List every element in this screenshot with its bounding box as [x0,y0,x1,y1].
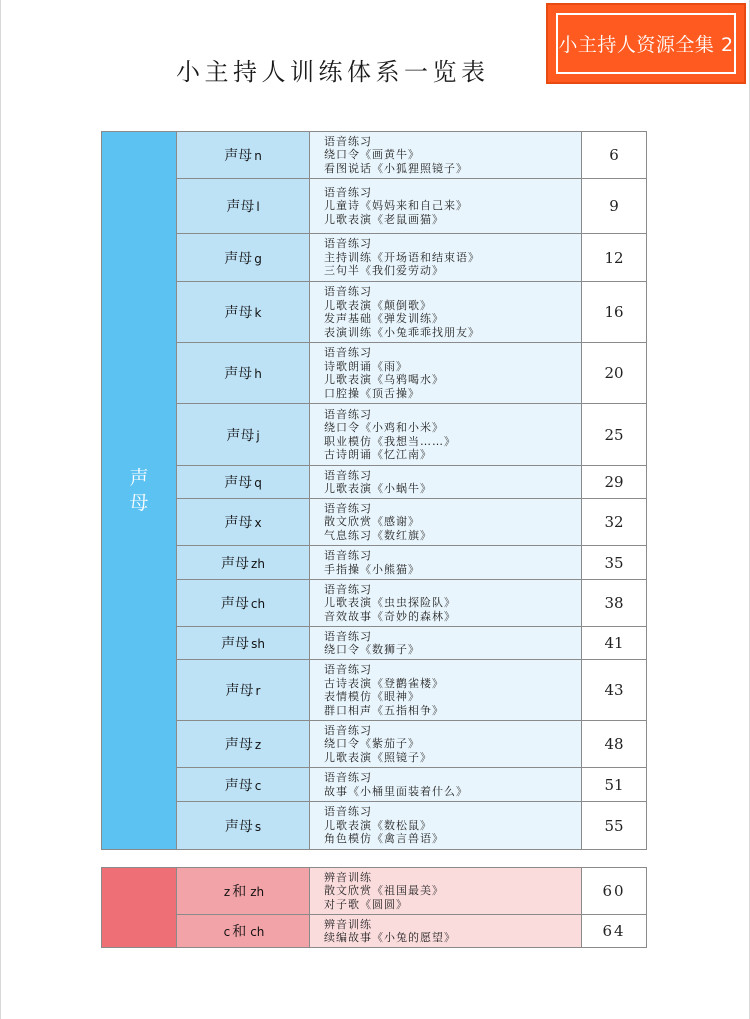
table-row [102,282,647,343]
content-line: 语音练习 [324,185,372,199]
lesson-pinyin: g [254,251,262,266]
lesson-pinyin: z [254,738,262,752]
pair-name-cell [177,915,310,948]
content-line: 儿歌表演《数松鼠》 [324,818,432,832]
content-line: 气息练习《数红旗》 [324,528,432,542]
table-row [102,466,647,499]
lesson-pinyin: k [254,306,262,320]
lesson-content-cell [310,234,582,282]
content-line: 辨音训练 [324,870,372,884]
content-line: 语音练习 [324,237,372,251]
lesson-name: 声母 [224,148,253,164]
content-line: 发声基础《弹发训练》 [324,312,444,325]
page-number: 60 [582,868,647,915]
table-row [102,868,647,915]
pairs-table [101,867,647,948]
table-row [102,234,647,282]
lesson-name-cell [177,802,310,850]
lesson-content-cell [310,546,582,580]
lesson-name-cell [177,660,310,721]
lesson-name-cell [177,499,310,546]
content-line: 诗歌朗诵《雨》 [324,359,408,373]
content-line: 语音练习 [324,723,372,737]
table-row [102,580,647,627]
lesson-content-cell [310,721,582,768]
lesson-pinyin: h [254,367,262,381]
pair-connector: 和 [232,924,247,940]
table-row [102,179,647,234]
lesson-name: 声母 [226,199,255,215]
content-line: 语音练习 [324,549,372,562]
content-line: 角色模仿《禽言兽语》 [324,832,444,846]
lesson-content-cell [310,915,582,948]
lesson-pinyin: sh [251,637,265,651]
lesson-name-cell [177,580,310,627]
content-line: 口腔操《顶舌操》 [324,386,420,400]
content-line: 语音练习 [324,629,372,643]
page-number: 6 [582,132,647,179]
content-line: 语音练习 [324,582,372,596]
content-line: 语音练习 [324,501,372,515]
lesson-content-cell [310,768,582,802]
content-line: 语音练习 [324,468,372,482]
lesson-name-cell [177,282,310,343]
content-line: 绕口令《紫茄子》 [324,737,420,751]
badge-frame [556,13,736,74]
lesson-content-cell [310,660,582,721]
content-line: 散文欣赏《感谢》 [324,515,420,529]
lesson-name-cell [177,234,310,282]
lesson-pinyin: l [256,200,260,214]
page-number: 12 [582,234,647,282]
lesson-name: 声母 [221,555,250,572]
lesson-content-cell [310,282,582,343]
content-line: 群口相声《五指相争》 [324,703,444,717]
content-line: 表演训练《小兔乖乖找朋友》 [324,325,480,339]
content-line: 儿童诗《妈妈来和自己来》 [324,199,468,213]
content-line: 职业模仿《我想当……》 [324,434,456,448]
badge-label: 小主持人资源全集 2 [558,34,734,56]
lesson-content-cell [310,466,582,499]
page-number: 51 [582,768,647,802]
content-line: 看图说话《小狐狸照镜子》 [324,161,468,175]
content-line: 语音练习 [324,407,372,421]
pinyin-a: z [223,885,231,899]
pinyin-b: ch [250,925,265,939]
lesson-name: 声母 [224,737,253,753]
initials-table [101,131,647,850]
content-line: 语音练习 [324,771,372,784]
table-row [102,768,647,802]
table-row [102,802,647,850]
content-line: 绕口令《画黄牛》 [324,148,420,162]
lesson-name: 声母 [220,596,249,612]
content-line: 语音练习 [324,663,372,676]
content-line: 语音练习 [324,134,372,148]
content-line: 儿歌表演《虫虫探险队》 [324,596,456,610]
content-line: 儿歌表演《颠倒歌》 [324,298,432,312]
content-line: 音效故事《奇妙的森林》 [324,609,456,623]
content-line: 语音练习 [324,346,372,359]
content-line: 儿歌表演《乌鸦喝水》 [324,373,444,386]
page-number: 64 [582,915,647,948]
table-row [102,627,647,660]
lesson-name-cell [177,546,310,580]
lesson-name-cell [177,721,310,768]
content-line: 表情模仿《眼神》 [324,690,420,703]
content-line: 对子歌《圆圆》 [324,897,408,911]
table-row [102,721,647,768]
lesson-pinyin: c [254,778,262,793]
pair-connector: 和 [232,884,247,900]
page-number: 38 [582,580,647,627]
lesson-name-cell [177,466,310,499]
category-cell [102,132,177,850]
lesson-content-cell [310,499,582,546]
table-row [102,546,647,580]
lesson-name-cell [177,132,310,179]
content-line: 绕口令《数狮子》 [324,643,420,656]
pinyin-a: c [223,925,231,939]
table-row [102,499,647,546]
lesson-content-cell [310,627,582,660]
content-line: 绕口令《小鸡和小米》 [324,421,444,434]
pair-name-cell [177,868,310,915]
pinyin-b: zh [250,885,265,899]
lesson-name-cell [177,627,310,660]
lesson-pinyin: r [255,684,261,698]
lesson-name: 声母 [224,475,253,491]
content-line: 辨音训练 [324,917,372,931]
content-line: 散文欣赏《祖国最美》 [324,884,444,898]
page-number: 9 [582,179,647,234]
table-row [102,404,647,466]
lesson-pinyin: s [254,819,262,834]
lesson-name-cell [177,179,310,234]
lesson-pinyin: x [254,516,262,530]
page-number: 16 [582,282,647,343]
lesson-name: 声母 [221,636,250,652]
lesson-content-cell [310,802,582,850]
lesson-pinyin: zh [251,556,265,571]
content-line: 手指操《小熊猫》 [324,562,420,576]
content-line: 续编故事《小兔的愿望》 [324,931,456,944]
content-line: 主持训练《开场语和结束语》 [324,250,480,264]
lesson-name-cell [177,404,310,466]
lesson-name: 声母 [226,427,255,444]
table-row [102,915,647,948]
page-number: 55 [582,802,647,850]
lesson-name: 声母 [225,683,254,699]
lesson-content-cell [310,404,582,466]
page-number: 41 [582,627,647,660]
lesson-name-cell [177,768,310,802]
content-line: 故事《小桶里面装着什么》 [324,784,468,798]
lesson-content-cell [310,179,582,234]
content-line: 儿歌表演《照镜子》 [324,750,432,764]
page-number: 32 [582,499,647,546]
lesson-name: 声母 [224,818,253,835]
table-row [102,132,647,179]
table-row [102,343,647,404]
page-number: 20 [582,343,647,404]
lesson-pinyin: n [254,149,262,163]
lesson-pinyin: q [254,476,262,490]
lesson-name: 声母 [224,515,253,531]
page-number: 43 [582,660,647,721]
lesson-content-cell [310,580,582,627]
lesson-name: 声母 [224,250,253,267]
lesson-content-cell [310,868,582,915]
collection-badge [546,3,746,84]
page-number: 25 [582,404,647,466]
lesson-name-cell [177,343,310,404]
content-line: 语音练习 [324,805,372,819]
page-number: 35 [582,546,647,580]
content-line: 语音练习 [324,285,372,298]
category-label: 声母 [129,466,149,514]
lesson-pinyin: ch [250,597,266,611]
lesson-content-cell [310,343,582,404]
table-row [102,660,647,721]
lesson-pinyin: j [256,428,260,443]
page-number: 29 [582,466,647,499]
lesson-name: 声母 [224,777,253,794]
content-line: 古诗朗诵《忆江南》 [324,448,432,461]
content-line: 儿歌表演《小蜗牛》 [324,482,432,495]
page-title: 小主持人训练体系一览表 [176,58,490,86]
content-line: 三句半《我们爱劳动》 [324,264,444,278]
lesson-name: 声母 [224,305,253,321]
lesson-content-cell [310,132,582,179]
lesson-name: 声母 [224,366,253,382]
content-line: 古诗表演《登鹳雀楼》 [324,676,444,690]
page-number: 48 [582,721,647,768]
category-cell [102,868,177,948]
content-line: 儿歌表演《老鼠画猫》 [324,212,444,226]
